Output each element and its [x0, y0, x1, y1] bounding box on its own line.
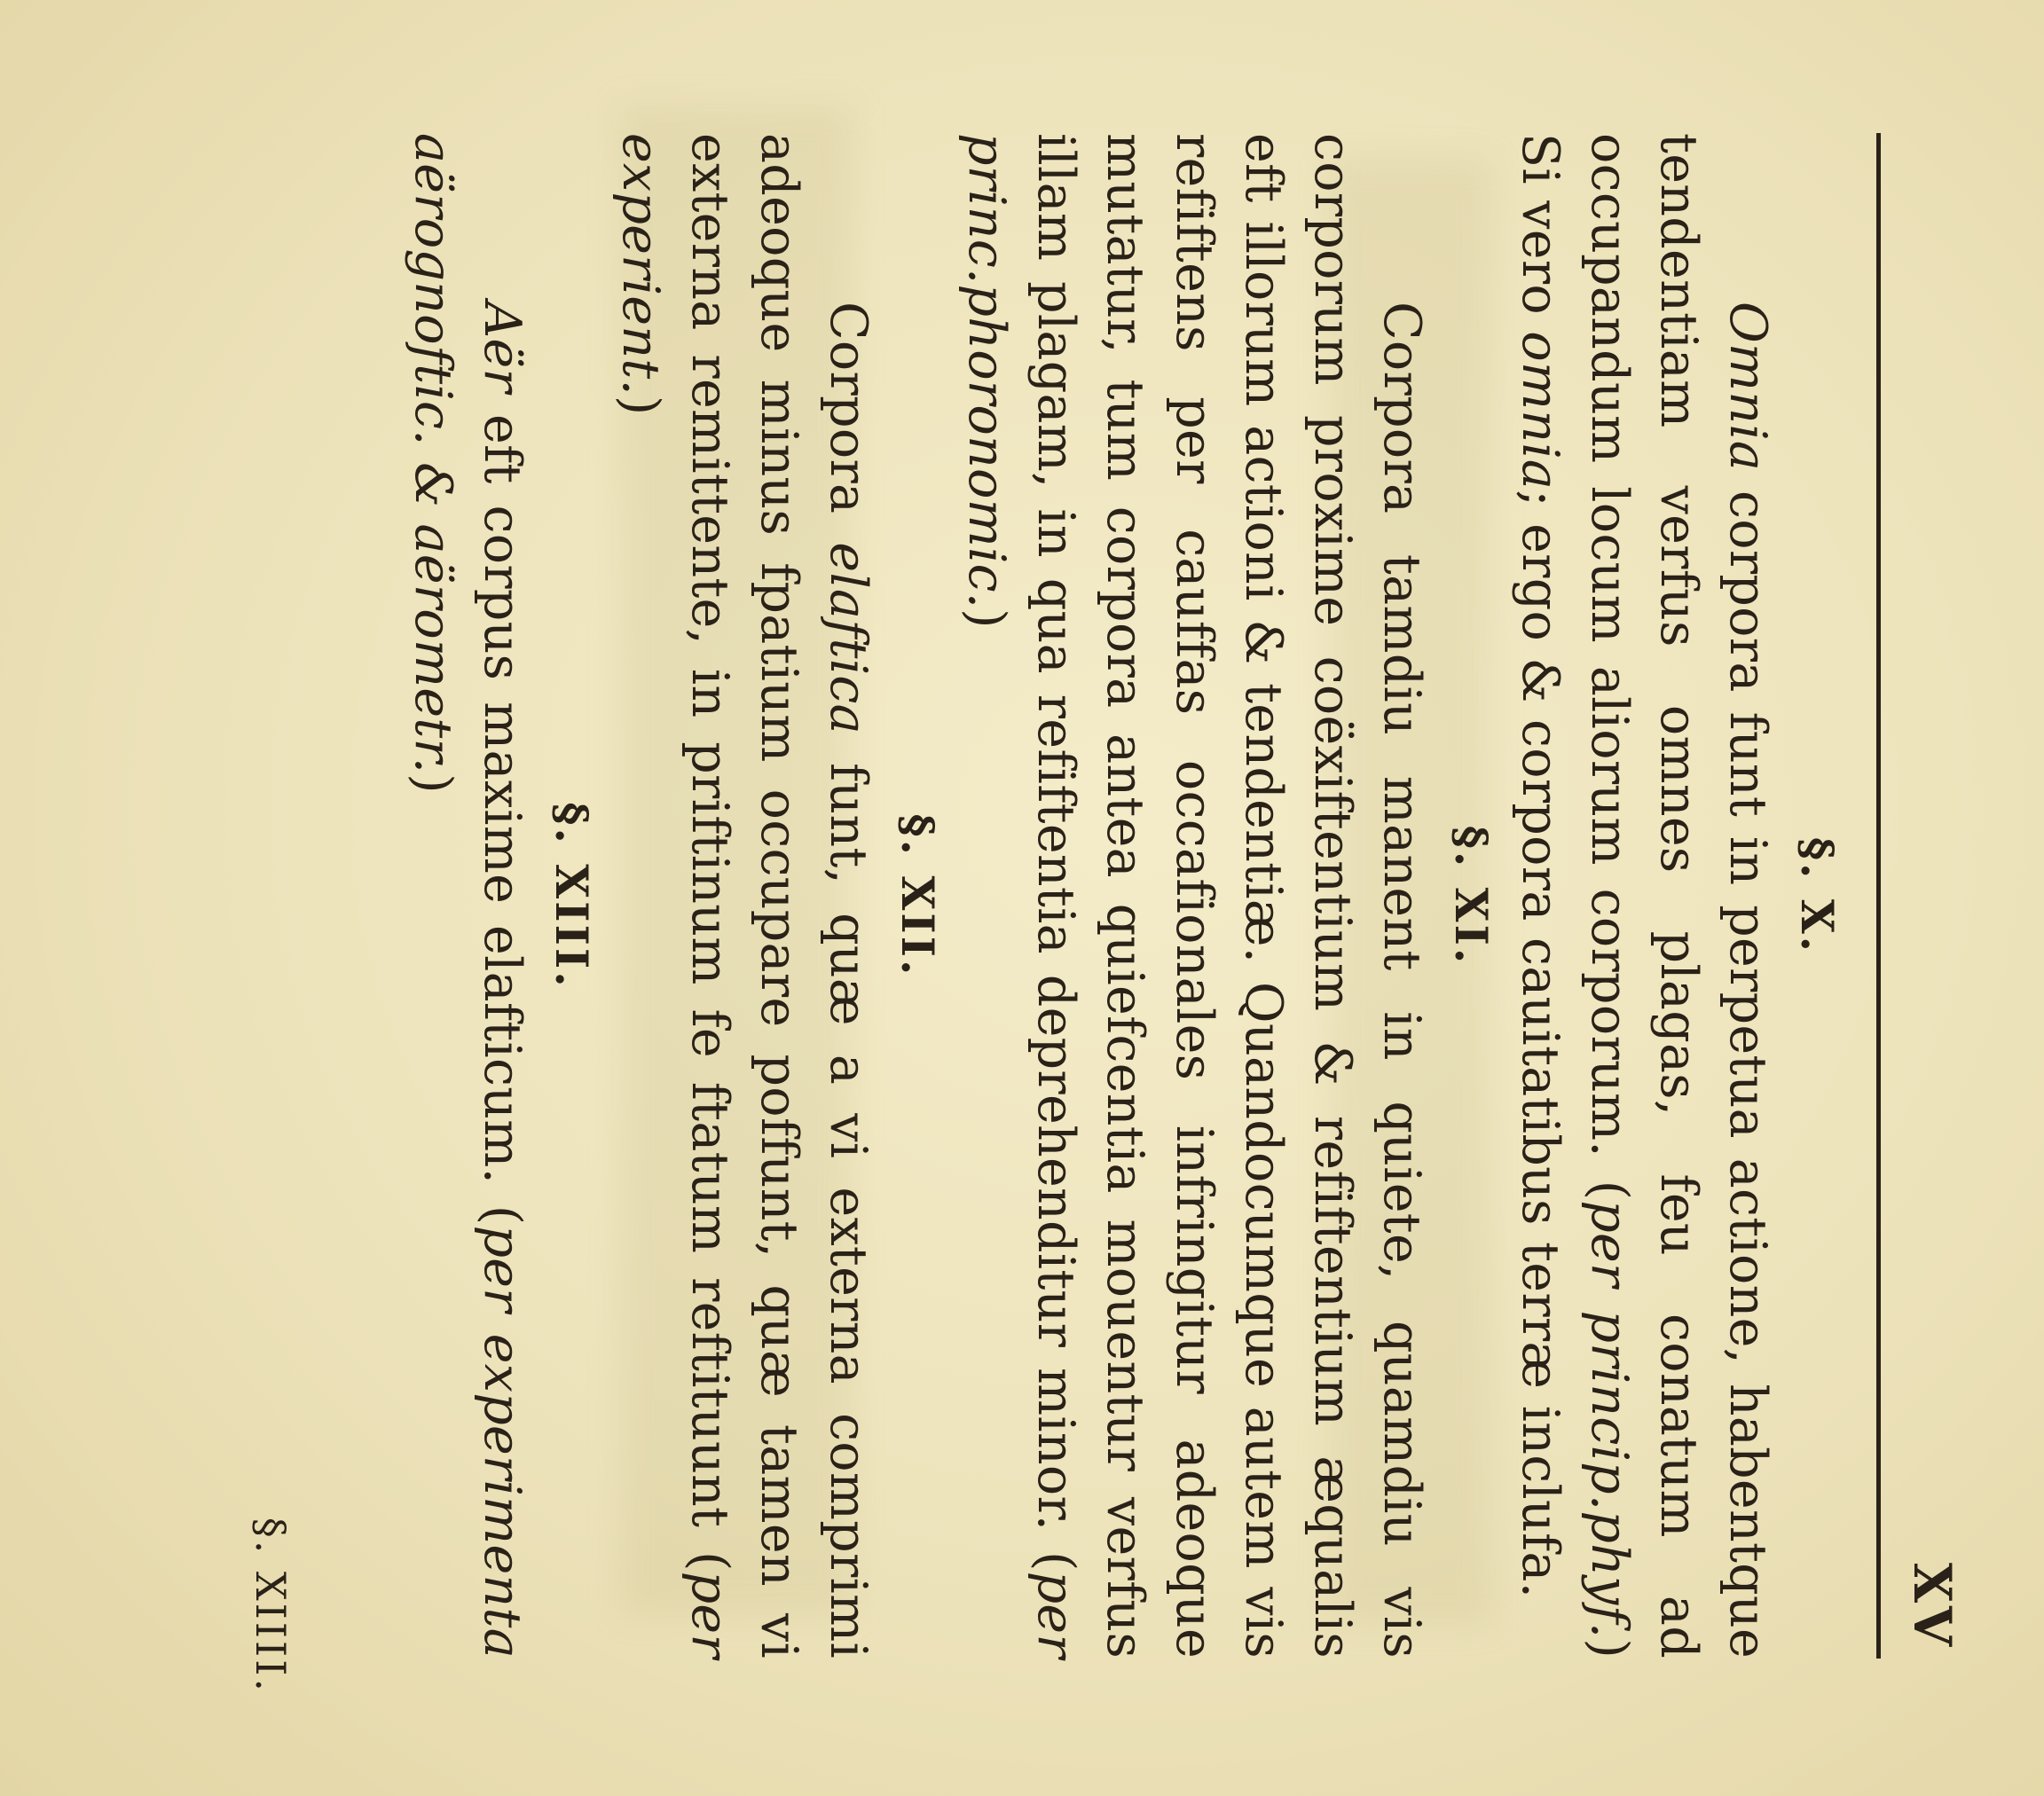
italic-run: omnia	[1511, 331, 1569, 490]
header-rule	[1876, 133, 1881, 1659]
text-run: ; ergo & corpora cauitatibus terræ inclufa.	[1511, 490, 1569, 1599]
text-run: )	[404, 773, 462, 794]
section-heading-xii: §. XII.	[892, 813, 944, 978]
italic-run: elaftica	[819, 542, 877, 734]
rotated-text-block	[64, 133, 1962, 1729]
text-run: )	[611, 396, 670, 416]
text-run: funt, quæ a vi externa comprimi adeoque minus fpatium occupare poffunt, quæ tamen vi externa remittente, in priftinum fe ftatum reftituunt (	[680, 133, 877, 1659]
page-number: XV	[1902, 1562, 1962, 1650]
section-paragraph-xiii	[398, 133, 537, 1659]
running-header	[1891, 133, 1962, 1659]
italic-run: Aër	[473, 302, 531, 394]
section-heading-xi: §. XI.	[1445, 825, 1498, 967]
section-paragraph-xi	[952, 133, 1436, 1659]
catchword: §. XIIII.	[247, 1517, 295, 1694]
text-body	[398, 133, 1851, 1659]
text-run: ) Si vero	[1511, 133, 1639, 1659]
section-heading-xiii: §. XIII.	[546, 802, 598, 990]
text-run: corpora funt in perpetua actione, habentque tendentiam verfus omnes plagas, feu conatum ad occupandum locum aliorum corporum. (	[1580, 133, 1777, 1659]
section-paragraph-xii	[606, 133, 883, 1659]
italic-run: per experient.	[611, 133, 739, 1659]
text-run: Corpora	[819, 302, 877, 543]
italic-run: per experimenta aërognoftic. & aërometr.	[404, 133, 531, 1659]
text-run: Corpora tamdiu manent in quiete, quamdiu vis corporum proxime coëxiftentium & refiftentium æqualis eft illorum actioni & tendentiæ. Quandocumque autem vis refiftens per cauffas occafionales infringitur adeoque mutatur, tum corpora antea quiefcentia mouentur verfus illam plagam, in qua refiftentia deprehenditur minor. (	[1026, 133, 1431, 1659]
section-paragraph-x	[1505, 133, 1782, 1659]
italic-run: per princip.phyf.	[1580, 1200, 1639, 1639]
text-run: )	[957, 608, 1016, 629]
section-heading-x: §. X.	[1791, 836, 1844, 955]
italic-run: Omnia	[1718, 302, 1777, 472]
text-run: eft corpus maxime elafticum. (	[473, 393, 531, 1226]
italic-run: per princ.phoronomic.	[957, 133, 1085, 1659]
